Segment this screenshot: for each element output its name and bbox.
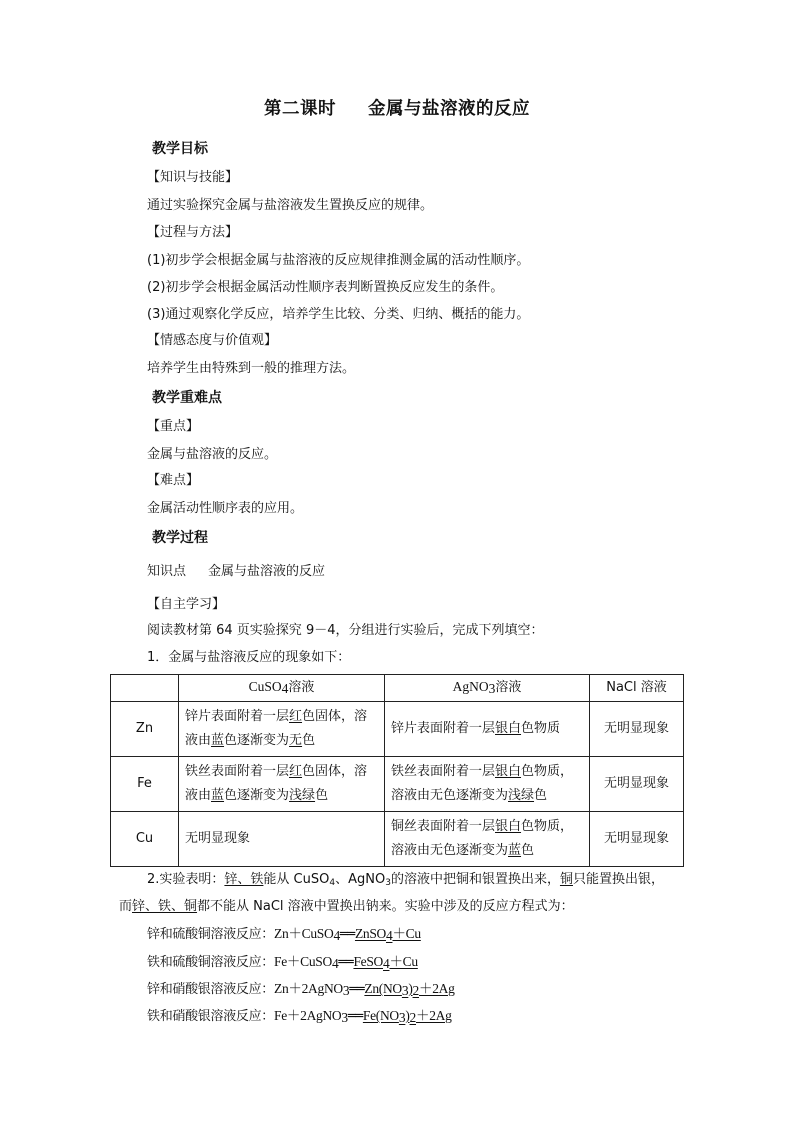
equation-row: 锌和硫酸铜溶液反应：Zn＋CuSO4══ZnSO4＋Cu bbox=[147, 926, 421, 943]
self-study-label: 【自主学习】 bbox=[147, 597, 226, 612]
knowledge-point-label: 知识点 bbox=[147, 564, 187, 579]
equation-row: 锌和硝酸银溶液反应：Zn＋2AgNO3══Zn(NO3)2＋2Ag bbox=[147, 981, 455, 998]
objectives-heading: 教学目标 bbox=[152, 141, 208, 157]
header-nacl: NaCl 溶液 bbox=[590, 675, 684, 702]
knowledge-point-text: 金属与盐溶液的反应 bbox=[208, 564, 326, 579]
knowledge-skills-label: 【知识与技能】 bbox=[147, 170, 239, 185]
metal-cell: Fe bbox=[111, 757, 179, 812]
difficulty-text: 金属活动性顺序表的应用。 bbox=[147, 501, 304, 516]
process-item-1: (1)初步学会根据金属与盐溶液的反应规律推测金属的活动性顺序。 bbox=[147, 253, 530, 268]
table-row bbox=[111, 702, 684, 757]
focus-text: 金属与盐溶液的反应。 bbox=[147, 447, 278, 462]
metal-cell: Zn bbox=[111, 702, 179, 757]
cuso4-observation: 无明显现象 bbox=[179, 812, 385, 867]
header-cuso4: CuSO4溶液 bbox=[179, 675, 385, 702]
table-header-row bbox=[111, 675, 684, 702]
knowledge-skills-text: 通过实验探究金属与盐溶液发生置换反应的规律。 bbox=[147, 198, 434, 213]
agno3-observation: 铜丝表面附着一层银白色物质，溶液由无色逐渐变为蓝色 bbox=[385, 812, 590, 867]
instruction-text: 阅读教材第 64 页实验探究 9－4，分组进行实验后，完成下列填空： bbox=[147, 623, 544, 638]
agno3-observation: 铁丝表面附着一层银白色物质，溶液由无色逐渐变为浅绿色 bbox=[385, 757, 590, 812]
table-header-blank bbox=[111, 675, 179, 702]
header-agno3: AgNO3溶液 bbox=[385, 675, 590, 702]
observation-table bbox=[110, 674, 684, 867]
process-item-3: (3)通过观察化学反应，培养学生比较、分类、归纳、概括的能力。 bbox=[147, 307, 530, 322]
attitude-text: 培养学生由特殊到一般的推理方法。 bbox=[147, 361, 356, 376]
equation-row: 铁和硝酸银溶液反应：Fe＋2AgNO3══Fe(NO3)2＋2Ag bbox=[147, 1008, 452, 1025]
difficulty-label: 【难点】 bbox=[147, 473, 200, 488]
page-title bbox=[264, 100, 530, 118]
cuso4-observation: 铁丝表面附着一层红色固体，溶液由蓝色逐渐变为浅绿色 bbox=[179, 757, 385, 812]
title-topic: 金属与盐溶液的反应 bbox=[368, 99, 530, 119]
nacl-observation: 无明显现象 bbox=[590, 757, 684, 812]
key-points-heading: 教学重难点 bbox=[152, 390, 222, 406]
conclusion-line-2: 而锌、铁、铜都不能从 NaCl 溶液中置换出钠来。实验中涉及的反应方程式为： bbox=[119, 899, 574, 914]
metal-cell: Cu bbox=[111, 812, 179, 867]
knowledge-point bbox=[147, 563, 325, 581]
equation-row: 铁和硫酸铜溶液反应：Fe＋CuSO4══FeSO4＋Cu bbox=[147, 954, 418, 971]
table-row bbox=[111, 757, 684, 812]
table-row bbox=[111, 812, 684, 867]
question-1: 1．金属与盐溶液反应的现象如下： bbox=[147, 650, 351, 665]
title-lesson: 第二课时 bbox=[264, 99, 336, 119]
process-item-2: (2)初步学会根据金属活动性顺序表判断置换反应发生的条件。 bbox=[147, 280, 504, 295]
cuso4-observation: 锌片表面附着一层红色固体，溶液由蓝色逐渐变为无色 bbox=[179, 702, 385, 757]
attitude-label: 【情感态度与价值观】 bbox=[147, 333, 278, 348]
process-heading: 教学过程 bbox=[152, 530, 208, 546]
process-methods-label: 【过程与方法】 bbox=[147, 225, 239, 240]
nacl-observation: 无明显现象 bbox=[590, 702, 684, 757]
conclusion-line-1: 2.实验表明：锌、铁能从 CuSO$_4$、AgNO$_3$的溶液中把铜和银置换出来，铜只能置换出银， bbox=[147, 872, 664, 888]
agno3-observation: 锌片表面附着一层银白色物质 bbox=[385, 702, 590, 757]
focus-label: 【重点】 bbox=[147, 419, 200, 434]
nacl-observation: 无明显现象 bbox=[590, 812, 684, 867]
